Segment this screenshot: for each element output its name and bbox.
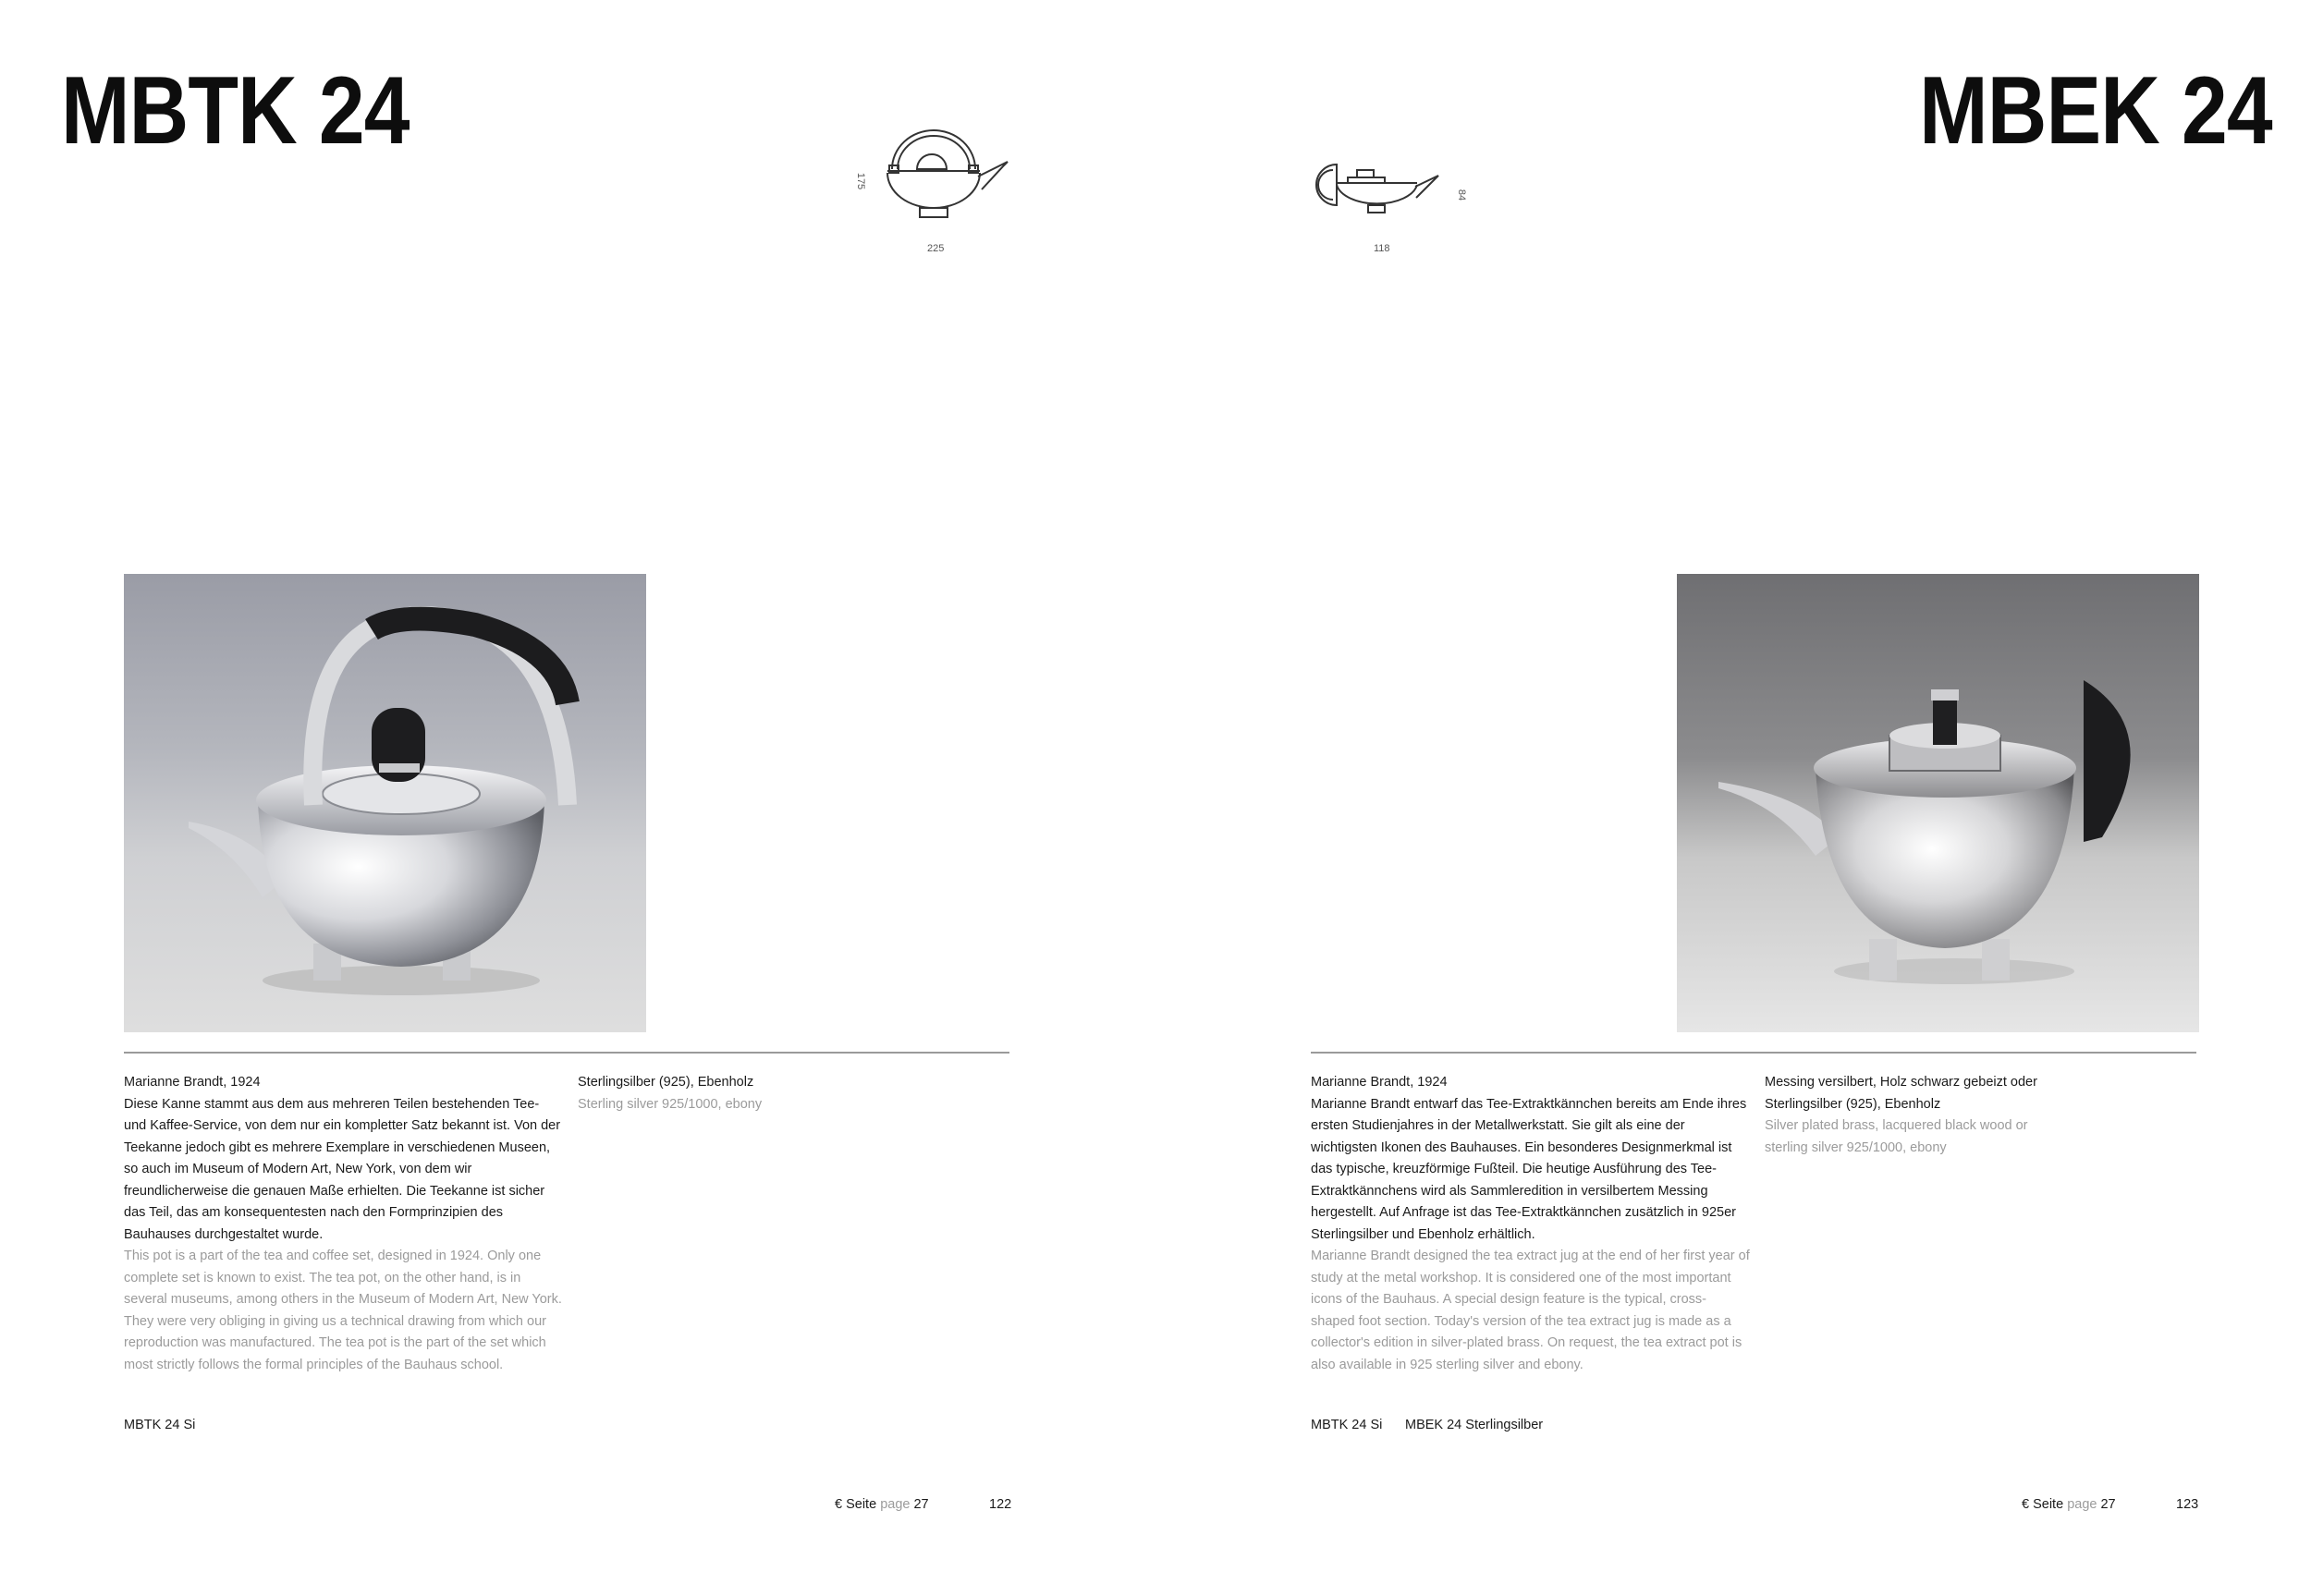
page-number-left: 122 bbox=[989, 1497, 1012, 1512]
price-label-left: € Seite bbox=[835, 1497, 877, 1512]
jug-code-2: MBEK 24 Sterlingsilber bbox=[1405, 1418, 1544, 1432]
tea-extract-jug-photo bbox=[1677, 574, 2199, 1032]
teapot-author: Marianne Brandt, 1924 bbox=[124, 1075, 261, 1090]
divider-left bbox=[124, 1052, 1009, 1054]
teapot-code: MBTK 24 Si bbox=[124, 1418, 196, 1432]
page-word-left: page bbox=[880, 1497, 911, 1512]
jug-height-label: 84 bbox=[1456, 189, 1468, 201]
jug-material-de: Messing versilbert, Holz schwarz gebeizt oder Sterlingsilber (925), Ebenholz bbox=[1765, 1075, 2037, 1112]
jug-code-1: MBTK 24 Si bbox=[1311, 1418, 1383, 1432]
jug-description-de: Marianne Brandt entwarf das Tee-Extraktkännchen bereits am Ende ihres ersten Studienjahres in der Metallwerkstatt. Sie gilt als eine der wichtigsten Ikonen des Bauhauses. Ein besonderes Designmerkmal ist das typische, kreuzförmige Fußteil. Die heutige Ausführung des Tee-Extraktkännchens wird als Sammleredition in versilbertem Messing hergestellt. Auf Anfrage ist das Tee-Extraktkännchen zusätzlich in 925er Sterlingsilber und Ebenholz erhältlich. bbox=[1311, 1096, 1747, 1242]
page-title-left: MBTK 24 bbox=[61, 57, 410, 164]
divider-right bbox=[1311, 1052, 2196, 1054]
teapot-material-en: Sterling silver 925/1000, ebony bbox=[578, 1096, 763, 1112]
teapot-description bbox=[124, 1072, 563, 1376]
teapot-width-label: 225 bbox=[927, 243, 945, 254]
jug-material bbox=[1765, 1072, 2042, 1159]
ref-page-right: 27 bbox=[2100, 1497, 2116, 1512]
teapot-material bbox=[578, 1072, 855, 1115]
page-number-right: 123 bbox=[2176, 1497, 2199, 1512]
price-reference-right bbox=[2022, 1497, 2116, 1512]
price-reference-left bbox=[835, 1497, 929, 1512]
jug-description-en: Marianne Brandt designed the tea extract jug at the end of her first year of study at the metal workshop. It is considered one of the most important icons of the Bauhaus. A special design feature is the typical, cross-shaped foot section. Today's version of the tea extract jug is made as a collector's edition in silver-plated brass. On request, the tea extract pot is also available in 925 sterling silver and ebony. bbox=[1311, 1249, 1750, 1372]
jug-description bbox=[1311, 1072, 1750, 1376]
teapot-technical-drawing bbox=[869, 116, 1017, 240]
jug-width-label: 118 bbox=[1374, 243, 1390, 254]
price-label-right: € Seite bbox=[2022, 1497, 2064, 1512]
jug-material-en: Silver plated brass, lacquered black wood or sterling silver 925/1000, ebony bbox=[1765, 1118, 2028, 1155]
teapot-photo bbox=[124, 574, 646, 1032]
jug-technical-drawing bbox=[1311, 157, 1449, 231]
ref-page-left: 27 bbox=[913, 1497, 929, 1512]
teapot-description-en: This pot is a part of the tea and coffee set, designed in 1924. Only one complete set is known to exist. The tea pot, on the other hand, is in several museums, among others in the Museum of Modern Art, New York. They were very obliging in giving us a technical drawing from which our reproduction was manufactured. The tea pot is the part of the set which most strictly follows the formal principles of the Bauhaus school. bbox=[124, 1249, 562, 1372]
teapot-height-label: 175 bbox=[855, 172, 867, 190]
jug-author: Marianne Brandt, 1924 bbox=[1311, 1075, 1448, 1090]
page-word-right: page bbox=[2067, 1497, 2097, 1512]
teapot-description-de: Diese Kanne stammt aus dem aus mehreren Teilen bestehenden Tee- und Kaffee-Service, von dem nur ein kompletter Satz bekannt ist. Von der Teekanne jedoch gibt es mehrere Exemplare in verschiedenen Museen, so auch im Museum of Modern Art, New York, von dem wir freundlicherweise die genauen Maße erhielten. Die Teekanne ist sicher das Teil, das am konsequentesten nach den Formprinzipien des Bauhauses durchgestaltet wurde. bbox=[124, 1096, 561, 1242]
teapot-material-de: Sterlingsilber (925), Ebenholz bbox=[578, 1075, 754, 1090]
page-title-right: MBEK 24 bbox=[1919, 57, 2272, 164]
